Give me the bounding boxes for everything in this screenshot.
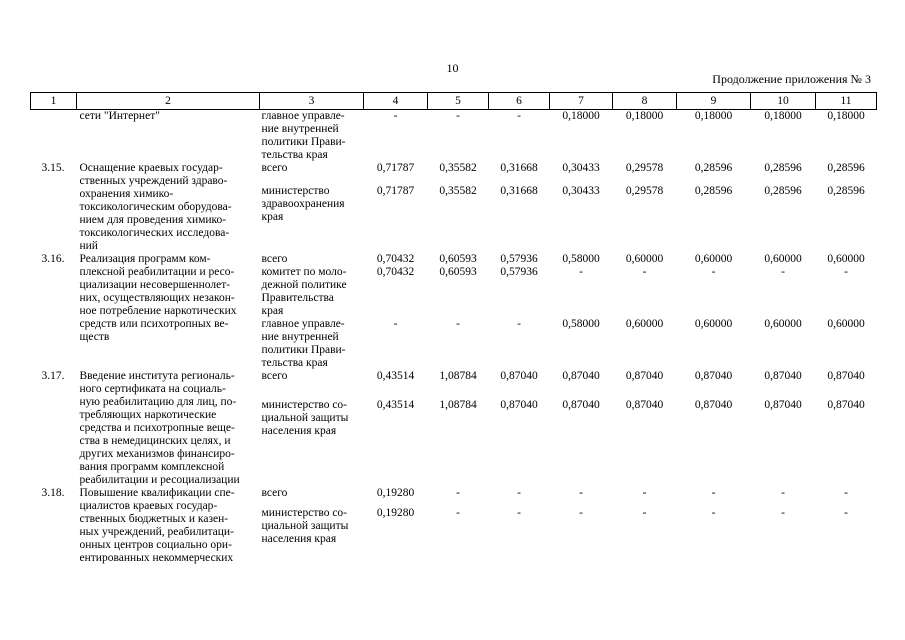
value-cell: -: [711, 506, 716, 519]
value-cell: -: [456, 506, 460, 519]
table-row: [31, 487, 877, 507]
header-cell: 11: [816, 93, 877, 110]
value-cell: 0,18000: [827, 110, 865, 122]
value-cell: 0,29578: [625, 162, 664, 174]
value-cell: 0,18000: [764, 110, 802, 122]
value-cell: 0,19280: [376, 506, 415, 519]
value-cell: -: [517, 487, 521, 499]
value-cell: 0,87040: [562, 370, 600, 382]
value-cell: -: [711, 487, 716, 499]
header-cell: 7: [550, 93, 613, 110]
value-cell: 0,87040: [694, 370, 733, 382]
value-cell: 0,60000: [827, 253, 865, 265]
value-cell: 0,60593: [439, 253, 477, 265]
value-cell: 0,31668: [500, 162, 538, 174]
value-cell: -: [393, 318, 398, 330]
item-number: [31, 110, 77, 163]
executor: главное управле- ние внутренней политики Прави- тельства края: [261, 318, 346, 369]
value-cell: -: [781, 506, 785, 519]
value-cell: 0,87040: [827, 370, 865, 382]
value-cell: 1,08784: [439, 399, 477, 412]
value-cell: 1,08784: [439, 370, 477, 382]
table-body: [31, 110, 877, 566]
value-cell: -: [517, 318, 521, 330]
value-cell: 0,28596: [764, 184, 802, 197]
value-cell: -: [579, 506, 583, 519]
value-cell: -: [781, 487, 785, 499]
value-cell: 0,28596: [764, 162, 802, 174]
value-cell: 0,28596: [694, 162, 733, 174]
value-cell: 0,57936: [500, 266, 538, 278]
value-cell: 0,71787: [376, 162, 415, 174]
value-cell: -: [781, 266, 785, 278]
continuation-label: Продолжение приложения № 3: [712, 72, 871, 86]
value-cell: 0,87040: [500, 399, 538, 412]
header-cell: 6: [489, 93, 550, 110]
table-row: [31, 110, 877, 163]
page-number: 10: [446, 61, 459, 75]
value-cell: 0,18000: [694, 110, 733, 122]
value-cell: -: [844, 506, 848, 519]
executor: министерство со- циальной защиты населения края: [261, 506, 349, 545]
value-cell: 0,29578: [625, 184, 664, 197]
value-cell: 0,87040: [764, 399, 802, 412]
value-cell: 0,30433: [562, 184, 600, 197]
value-cell: -: [642, 506, 647, 519]
header-cell: 5: [428, 93, 489, 110]
value-cell: -: [642, 266, 647, 278]
executor: всего: [261, 253, 288, 265]
value-cell: 0,60000: [694, 253, 733, 265]
header-cell: 1: [31, 93, 77, 110]
item-number: 3.18.: [41, 487, 65, 499]
value-cell: -: [517, 506, 521, 519]
value-cell: -: [393, 110, 398, 122]
item-name: Реализация программ ком- плексной реабилитации и ресо- циализации несовершеннолет- них, осуществляющих незакон- ное потребление наркотических средств или психотропных ве- ществ: [79, 253, 237, 343]
value-cell: 0,87040: [827, 399, 865, 412]
value-cell: 0,60000: [764, 253, 802, 265]
executor: главное управле- ние внутренней политики Прави- тельства края: [261, 110, 346, 161]
value-cell: 0,71787: [376, 184, 415, 197]
item-number: 3.17.: [41, 370, 65, 382]
value-cell: 0,28596: [827, 162, 865, 174]
value-cell: 0,60593: [439, 266, 477, 278]
value-cell: 0,87040: [764, 370, 802, 382]
header-cell: 10: [751, 93, 816, 110]
executor: комитет по моло- дежной политике Правительства края: [261, 266, 347, 317]
value-cell: 0,60000: [764, 318, 802, 330]
item-number: 3.16.: [41, 253, 65, 265]
table-row: [31, 162, 877, 185]
value-cell: 0,18000: [562, 110, 600, 122]
header-cell: 3: [260, 93, 364, 110]
table-row: [31, 253, 877, 266]
value-cell: 0,19280: [376, 487, 415, 499]
value-cell: 0,43514: [376, 370, 415, 382]
item-name: сети "Интернет": [79, 110, 160, 122]
value-cell: 0,57936: [500, 253, 538, 265]
value-cell: 0,35582: [439, 184, 477, 197]
header-row: [31, 93, 877, 110]
value-cell: 0,87040: [562, 399, 600, 412]
value-cell: 0,28596: [827, 184, 865, 197]
value-cell: 0,87040: [625, 370, 664, 382]
value-cell: 0,70432: [376, 266, 415, 278]
value-cell: 0,60000: [694, 318, 733, 330]
value-cell: 0,43514: [376, 399, 415, 412]
value-cell: 0,28596: [694, 184, 733, 197]
value-cell: 0,87040: [500, 370, 538, 382]
value-cell: 0,35582: [439, 162, 477, 174]
value-cell: -: [456, 487, 460, 499]
item-name: Оснащение краевых государ- ственных учреждений здраво- охранения химико- токсикологическим оборудова- нием для проведения химико- токсикологических исследова- ний: [79, 162, 232, 252]
value-cell: 0,60000: [625, 318, 664, 330]
header-cell: 8: [613, 93, 677, 110]
executor: министерство со- циальной защиты населения края: [261, 399, 349, 438]
value-cell: -: [579, 266, 583, 278]
item-name: Введение института региональ- ного сертификата на социаль- ную реабилитацию для лиц, по- требляющих наркотические средства и психотропные веще- ства в немедицинских целях, и других механизмов финансиро- вания программ комплексной реабилитации и ресоциализации: [79, 370, 240, 486]
value-cell: -: [844, 487, 848, 499]
value-cell: 0,87040: [625, 399, 664, 412]
executor: всего: [261, 487, 288, 499]
value-cell: 0,70432: [376, 253, 415, 265]
table-row: [31, 370, 877, 399]
value-cell: -: [711, 266, 716, 278]
header-cell: 2: [77, 93, 260, 110]
executor: всего: [261, 370, 288, 382]
value-cell: -: [456, 318, 460, 330]
value-cell: 0,18000: [625, 110, 664, 122]
executor: всего: [261, 162, 288, 174]
value-cell: -: [517, 110, 521, 122]
value-cell: 0,30433: [562, 162, 600, 174]
value-cell: 0,31668: [500, 184, 538, 197]
value-cell: 0,87040: [694, 399, 733, 412]
value-cell: 0,60000: [625, 253, 664, 265]
value-cell: 0,60000: [827, 318, 865, 330]
value-cell: 0,58000: [562, 318, 600, 330]
value-cell: -: [579, 487, 583, 499]
header-cell: 4: [364, 93, 428, 110]
value-cell: -: [642, 487, 647, 499]
value-cell: -: [844, 266, 848, 278]
item-name: Повышение квалификации спе- циалистов краевых государ- ственных бюджетных и казен- ных учреждений, реабилитаци- онных центров социально ори- ентированных некоммерческих: [79, 487, 235, 564]
data-table: [30, 92, 877, 565]
value-cell: 0,58000: [562, 253, 600, 265]
value-cell: -: [456, 110, 460, 122]
item-number: 3.15.: [41, 162, 65, 174]
header-cell: 9: [677, 93, 751, 110]
executor: министерство здравоохранения края: [261, 184, 345, 223]
